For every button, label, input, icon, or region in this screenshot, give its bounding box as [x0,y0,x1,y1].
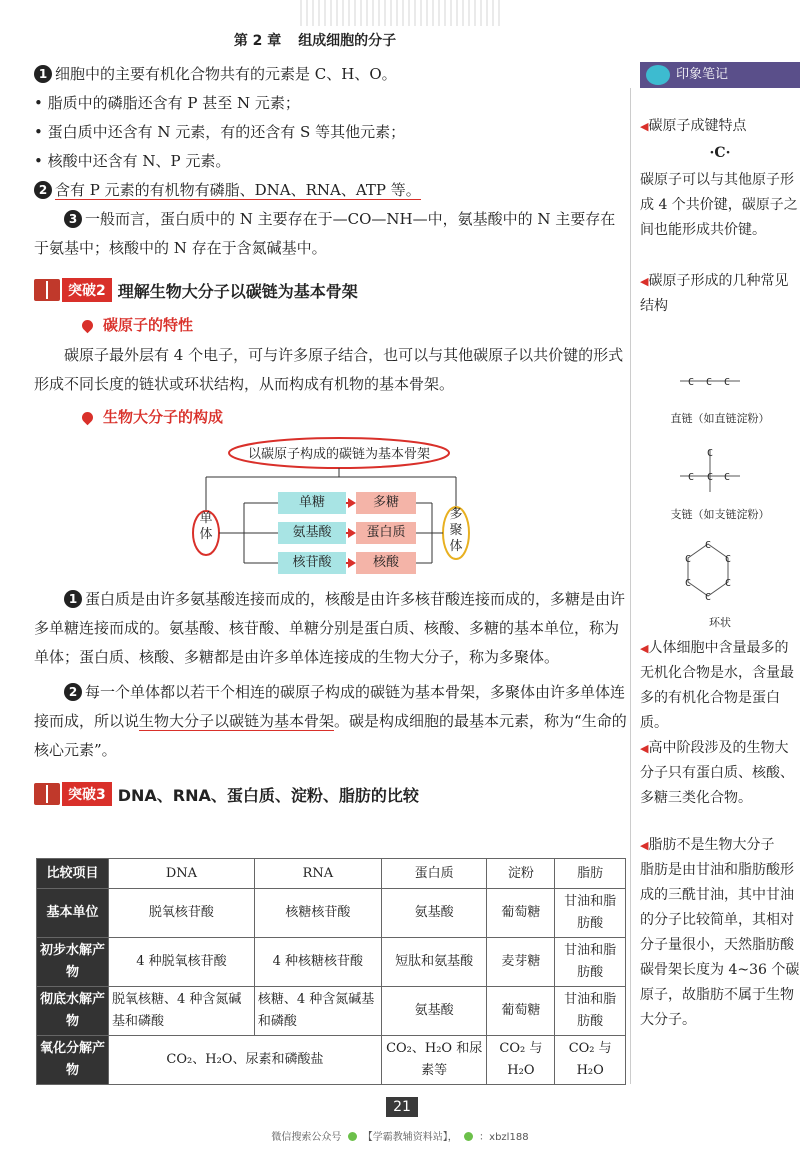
note-most-abundant: ◀人体细胞中含量最多的无机化合物是水，含量最多的有机化合物是蛋白质。 [640,640,794,731]
intro-bullet-3: • 核酸中还含有 N、P 元素。 [34,152,231,170]
monomer-box: 氨基酸 [278,522,346,544]
svg-text:C: C [707,472,714,483]
caption-branched-chain: 支链（如支链淀粉） [670,508,770,521]
straight-chain-structure [680,374,740,391]
svg-text:C: C [724,377,731,388]
svg-text:C: C [707,448,714,459]
table-cell: 氨基酸 [381,987,487,1036]
table-row [37,1036,626,1085]
chapter-title: 组成细胞的分子 [298,33,397,49]
subheading-carbon-properties: 碳原子的特性 [82,311,630,339]
table-cell: CO₂、H₂O 和尿素等 [381,1036,487,1085]
table-header-cell: DNA [109,859,255,889]
polymer-box: 多糖 [356,492,416,514]
table-cell: 核糖核苷酸 [254,889,381,938]
table-row [37,889,626,938]
svg-text:C: C [688,472,695,483]
macromolecule-point-1: 1 蛋白质是由许多氨基酸连接而成的，核酸是由许多核苷酸连接而成的，多糖是由许多单糖连接而成的。氨基酸、核苷酸、单糖分别是蛋白质、核酸、多糖的基本单位，称为单体；蛋白质、核酸、多糖都是由许多单体连接成的生物大分子，称为多聚体。 [34,590,626,666]
svg-text:C: C [724,472,731,483]
sidebar-notes [640,62,800,319]
svg-text:C: C [705,592,712,602]
svg-text:C: C [685,554,692,565]
table-cell: 脱氧核糖、4 种含氮碱基和磷酸 [109,987,255,1036]
svg-text:C: C [725,554,732,565]
breakthrough3-heading [34,781,630,807]
table-cell: 葡萄糖 [487,987,555,1036]
table-cell: 4 种脱氧核苷酸 [109,938,255,987]
table-cell: 氨基酸 [381,889,487,938]
breakthrough3-tag: 突破3 [62,782,112,806]
arrow-icon: ◀ [640,742,649,755]
wechat-icon [464,1132,473,1141]
table-cell: 4 种核糖核苷酸 [254,938,381,987]
diagram-monomer-label: 单体 [199,511,213,542]
breakthrough2-heading [34,277,630,303]
svg-text:C: C [706,377,713,388]
svg-text:C: C [725,578,732,589]
svg-text:C: C [688,377,695,388]
row-label: 基本单位 [37,889,109,938]
intro-point-2: 2 含有 P 元素的有机物有磷脂、DNA、RNA、ATP 等。 [34,176,630,205]
table-header-cell: 比较项目 [37,859,109,889]
table-cell: CO₂ 与 H₂O [487,1036,555,1085]
table-cell: 短肽和氨基酸 [381,938,487,987]
number-2-icon: 2 [64,683,82,701]
table-row [37,938,626,987]
table-cell: 脱氧核苷酸 [109,889,255,938]
breakthrough2-tag: 突破2 [62,278,112,302]
arrow-icon: ◀ [640,275,649,288]
elephant-logo-icon [646,65,670,85]
monomer-polymer-diagram [34,437,630,577]
number-1-icon: 1 [64,590,82,608]
row-label: 初步水解产物 [37,938,109,987]
breakthrough2-title: 理解生物大分子以碳链为基本骨架 [117,281,358,301]
note-fat-text: 脂肪是由甘油和脂肪酸形成的三酰甘油，其中甘油的分子比较简单，其相对分子量很小，天然脂肪酸碳骨架长度为 4~36 个碳原子，故脂肪不属于生物大分子。 [640,862,800,1028]
table-cell: 甘油和脂肪酸 [555,987,626,1036]
table-row [37,987,626,1036]
caption-straight-chain: 直链（如直链淀粉） [670,412,770,425]
sidebar-notes-lower [640,636,800,1033]
svg-text:C: C [685,578,692,589]
arrow-icon: ◀ [640,839,649,852]
note-carbon-bonding-text: 碳原子可以与其他原子形成 4 个共价键，碳原子之间也能形成共价键。 [640,172,798,238]
main-content [34,60,630,815]
row-label: 彻底水解产物 [37,987,109,1036]
number-1-icon: 1 [34,65,52,83]
carbon-symbol: ·C· [709,145,731,161]
svg-text:C: C [705,540,712,551]
table-header-cell: RNA [254,859,381,889]
wechat-icon [348,1132,357,1141]
footer: 微信搜索公众号 【学霸教辅资料站】， ：xbzl188 [271,1132,529,1143]
ring-structure [676,538,740,605]
arrow-icon: ◀ [640,120,649,133]
page-number: 21 [386,1097,418,1117]
arrow-icon: ◀ [640,642,649,655]
chapter-header [0,30,630,50]
pen-icon [80,409,96,425]
comparison-table [36,858,626,1085]
polymer-box: 蛋白质 [356,522,416,544]
macromolecule-point-2: 2 每一个单体都以若干个相连的碳原子构成的碳链为基本骨架，多聚体由许多单体连接而成，所以说生物大分子以碳链为基本骨架。碳是构成细胞的最基本元素，称为“生命的核心元素”。 [34,683,627,759]
note-fat-title: ◀脂肪不是生物大分子 [640,837,775,853]
table-header-row [37,859,626,889]
branched-chain-structure [680,446,740,497]
table-header-cell: 脂肪 [555,859,626,889]
polymer-box: 核酸 [356,552,416,574]
table-header-cell: 蛋白质 [381,859,487,889]
book-icon [34,279,60,301]
book-icon [34,783,60,805]
table-cell: 麦芽糖 [487,938,555,987]
note-structures-title: ◀碳原子形成的几种常见结构 [640,273,789,314]
chapter-number: 第 2 章 [233,33,282,49]
table-cell: CO₂ 与 H₂O [555,1036,626,1085]
caption-ring: 环状 [709,616,731,629]
carbon-properties-text: 碳原子最外层有 4 个电子，可与许多原子结合，也可以与其他碳原子以共价键的形式形成不同长度的链状或环状结构，从而构成有机物的基本骨架。 [34,346,624,393]
intro-point-1: 1 细胞中的主要有机化合物共有的元素是 C、H、O。 [34,60,630,89]
number-3-icon: 3 [64,210,82,228]
top-decoration [300,0,500,26]
sidebar-divider [630,88,631,1084]
table-cell: 核糖、4 种含氮碱基和磷酸 [254,987,381,1036]
table-cell: 葡萄糖 [487,889,555,938]
table-cell: CO₂、H₂O、尿素和磷酸盐 [109,1036,382,1085]
intro-bullet-2: • 蛋白质中还含有 N 元素，有的还含有 S 等其他元素； [34,123,406,141]
diagram-polymer-label: 多聚体 [449,507,463,554]
sidebar-header: 印象笔记 [640,62,800,88]
breakthrough3-title: DNA、RNA、蛋白质、淀粉、脂肪的比较 [117,785,419,805]
pen-icon [80,317,96,333]
intro-bullet-1: • 脂质中的磷脂还含有 P 甚至 N 元素； [34,94,300,112]
diagram-top-label: 以碳原子构成的碳链为基本骨架 [247,447,430,462]
number-2-icon: 2 [34,181,52,199]
note-carbon-bonding-title: ◀碳原子成键特点 [640,118,747,134]
row-label: 氧化分解产物 [37,1036,109,1085]
table-header-cell: 淀粉 [487,859,555,889]
table-cell: 甘油和脂肪酸 [555,889,626,938]
monomer-box: 单糖 [278,492,346,514]
monomer-box: 核苷酸 [278,552,346,574]
intro-point-3: 3 一般而言，蛋白质中的 N 主要存在于—CO—NH—中，氨基酸中的 N 主要存在于氨基中；核酸中的 N 存在于含氮碱基中。 [34,210,616,257]
table-cell: 甘油和脂肪酸 [555,938,626,987]
subheading-macromolecule-composition: 生物大分子的构成 [82,403,630,431]
note-macromolecules: ◀高中阶段涉及的生物大分子只有蛋白质、核酸、多糖三类化合物。 [640,740,794,806]
